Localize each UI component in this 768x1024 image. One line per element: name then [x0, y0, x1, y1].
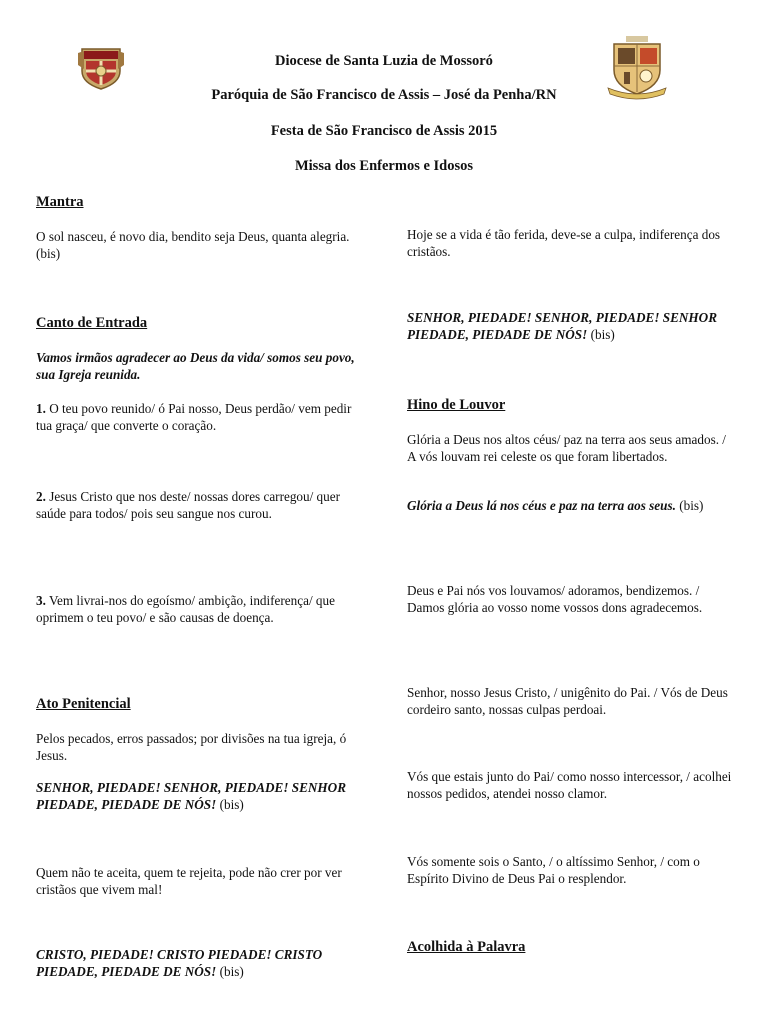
header-mass-title: Missa dos Enfermos e Idosos [294, 158, 474, 174]
ato-refrain-2 [36, 946, 368, 980]
section-title-mantra: Mantra [36, 194, 84, 210]
section-title-hino-louvor: Hino de Louvor [407, 397, 506, 413]
entrada-verse-1 [36, 400, 368, 434]
mantra-text: O sol nasceu, é novo dia, bendito seja Deus, quanta alegria. (bis) [36, 229, 350, 261]
entrada-verse-2 [36, 488, 368, 522]
entrada-refrain: Vamos irmãos agradecer ao Deus da vida/ somos seu povo, sua Igreja reunida. [36, 350, 355, 382]
refrain-text: Glória a Deus lá nos céus e paz na terra aos seus. [407, 498, 676, 513]
header-diocese: Diocese de Santa Luzia de Mossoró [275, 53, 493, 69]
ato-text-2: Quem não te aceita, quem te rejeita, pode não crer por ver cristãos que vivem mal! [36, 865, 342, 897]
bis-marker: (bis) [216, 964, 244, 979]
ato-text-1: Pelos pecados, erros passados; por divisões na tua igreja, ó Jesus. [36, 731, 347, 763]
verse-number: 3. [36, 593, 46, 608]
verse-text: O teu povo reunido/ ó Pai nosso, Deus perdão/ vem pedir tua graça/ que converte o coração. [36, 401, 352, 433]
hino-text-5: Vós somente sois o Santo, / o altíssimo Senhor, / com o Espírito Divino de Deus Pai o resplendor. [407, 854, 700, 886]
verse-number: 2. [36, 489, 46, 504]
hino-text-2: Deus e Pai nós vos louvamos/ adoramos, bendizemos. / Damos glória ao vosso nome vossos dons agradecemos. [407, 583, 703, 615]
verse-text: Jesus Cristo que nos deste/ nossas dores carregou/ quer saúde para todos/ pois seu sangue nos curou. [36, 489, 340, 521]
refrain-text: SENHOR, PIEDADE! SENHOR, PIEDADE! SENHOR PIEDADE, PIEDADE DE NÓS! [407, 310, 717, 342]
refrain-text: CRISTO, PIEDADE! CRISTO PIEDADE! CRISTO PIEDADE, PIEDADE DE NÓS! [36, 947, 323, 979]
header-parish: Paróquia de São Francisco de Assis – José da Penha/RN [211, 87, 557, 103]
section-title-ato-penitencial: Ato Penitencial [36, 696, 131, 712]
hino-text-4: Vós que estais junto do Pai/ como nosso intercessor, / acolhei nossos pedidos, atendei nosso clamor. [407, 769, 732, 801]
ato-text-3: Hoje se a vida é tão ferida, deve-se a culpa, indiferença dos cristãos. [407, 227, 721, 259]
ato-refrain-3 [407, 309, 737, 343]
bis-marker: (bis) [675, 498, 704, 513]
ato-refrain-1 [36, 779, 368, 813]
hino-text-1: Glória a Deus nos altos céus/ paz na terra aos seus amados. / A vós louvam rei celeste os que foram libertados. [407, 432, 726, 464]
entrada-verse-3 [36, 592, 368, 626]
header-festival: Festa de São Francisco de Assis 2015 [270, 123, 498, 139]
bis-marker: (bis) [216, 797, 244, 812]
section-title-acolhida-palavra: Acolhida à Palavra [407, 939, 526, 955]
bis-marker: (bis) [587, 327, 615, 342]
refrain-text: SENHOR, PIEDADE! SENHOR, PIEDADE! SENHOR PIEDADE, PIEDADE DE NÓS! [36, 780, 346, 812]
verse-text: Vem livrai-nos do egoísmo/ ambição, indiferença/ que oprimem o teu povo/ e são causas de doença. [36, 593, 335, 625]
verse-number: 1. [36, 401, 46, 416]
hino-refrain [407, 497, 737, 514]
section-title-canto-entrada: Canto de Entrada [36, 315, 148, 331]
hino-text-3: Senhor, nosso Jesus Cristo, / unigênito do Pai. / Vós de Deus cordeiro santo, nossas culpas perdoai. [407, 685, 728, 717]
